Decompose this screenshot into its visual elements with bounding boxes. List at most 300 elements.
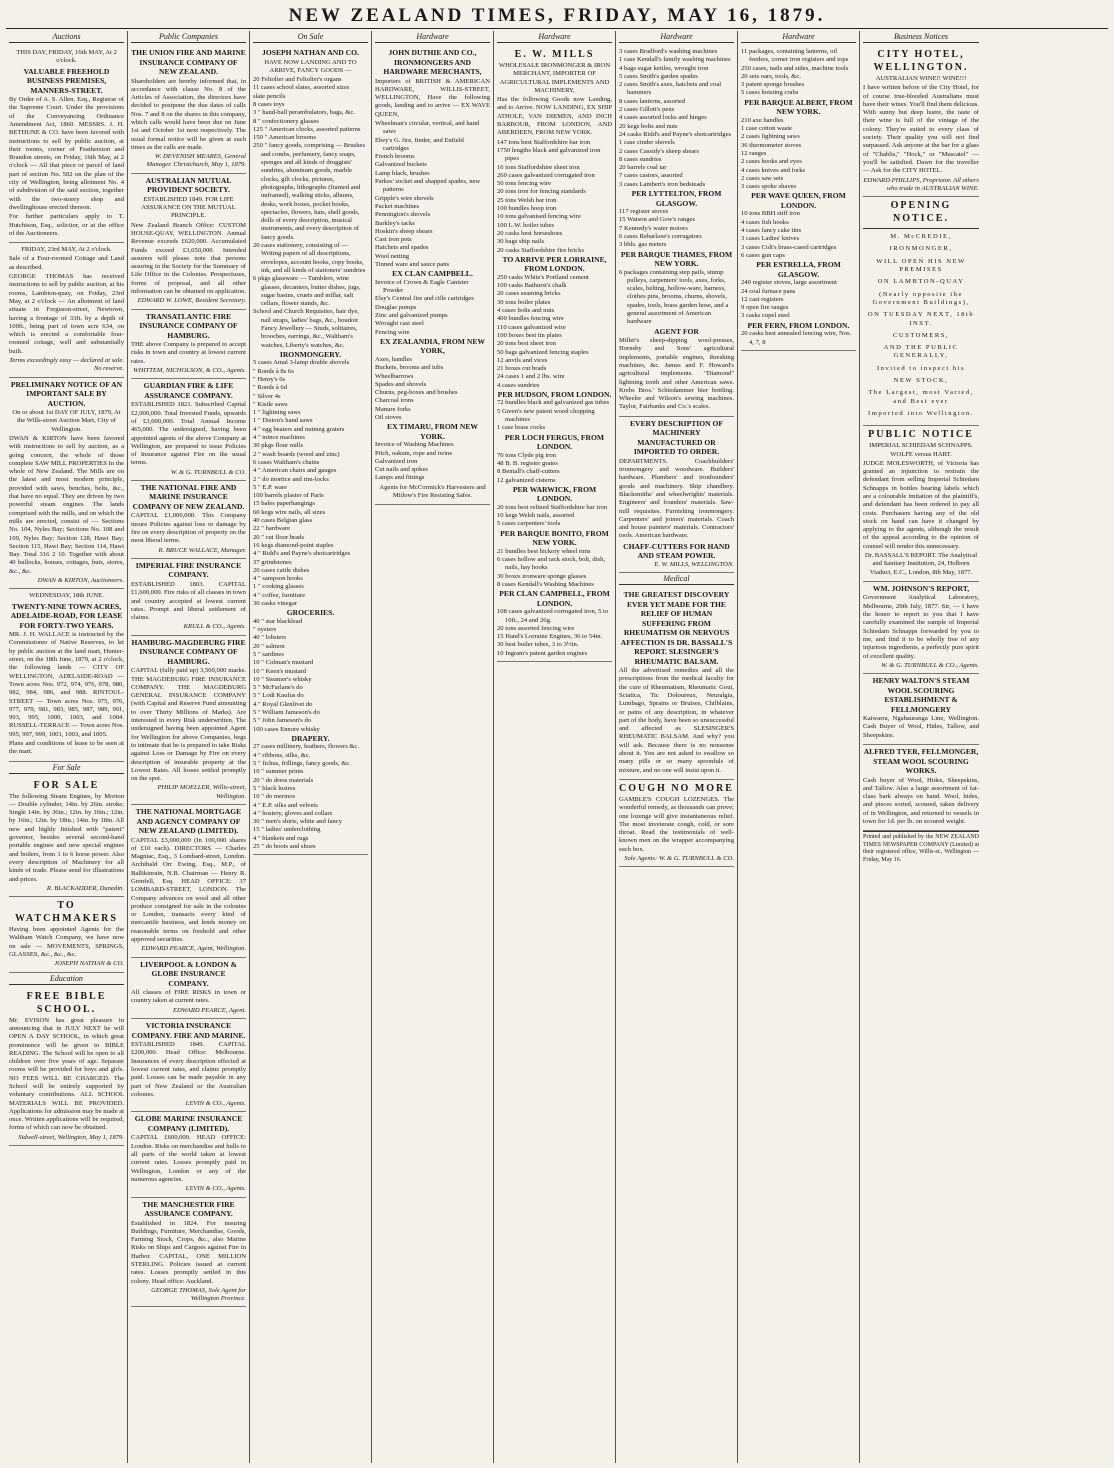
notice-line: ON LAMBTON-QUAY xyxy=(877,278,965,286)
list-item: 100 bundles hoop iron xyxy=(497,205,557,213)
ad-title: CITY HOTEL, WELLINGTON. xyxy=(873,49,969,73)
list-item: Wrought cast steel xyxy=(375,320,424,328)
company-ad-victoria xyxy=(131,1019,246,1112)
list-item: 8 cases toys xyxy=(253,100,285,108)
list-item: 260 cases galvanized corrugated iron xyxy=(497,171,595,179)
company-ad-liverpool-london-globe xyxy=(131,958,246,1019)
auction-ad-cottage xyxy=(9,243,124,377)
list-item: 1 case brass cocks xyxy=(497,424,546,432)
list-item: 8 cases sundries xyxy=(619,155,662,163)
list-item: 12 ranges xyxy=(741,149,767,157)
list-item: 2 cases Smith's axes, hatchets and coal hammers xyxy=(619,81,722,97)
list-item: 110 cases galvanized wire xyxy=(497,323,566,331)
list-item: 21 boxes cut brads xyxy=(497,365,547,373)
list-item: Invoice of Washing Machines xyxy=(375,441,454,449)
list-item: 4 " egg beaters and nutmeg graters xyxy=(253,425,345,433)
list-item: Buckets, brooms and tubs xyxy=(375,364,444,372)
list-item: 3 cases Colt's brass-cased cartridges xyxy=(741,243,837,251)
ad-body: All classes of FIRE RISKS in town or country taken at current rates. xyxy=(131,989,246,1005)
ad-title: THE NATIONAL FIRE AND MARINE INSURANCE COMPANY OF NEW ZEALAND. xyxy=(132,482,245,511)
ad-subtitle: IMPERIAL SCHIEDAM SCHNAPPS. WOLFE versus HART. xyxy=(869,442,973,458)
ad-subheading: PER FERN, FROM LONDON. xyxy=(747,320,850,330)
ad-sign: W. & G. TURNBULL & CO., Agents. xyxy=(881,661,979,669)
ad-sign: R. BRUCE WALLACE, Manager. xyxy=(158,546,246,554)
list-item: Fencing wire xyxy=(375,328,410,336)
list-item: 4 " ribbons, silks, &c. xyxy=(253,751,311,759)
list-item: 3 casks cupel steel xyxy=(741,312,790,320)
list-item: 117 register stoves xyxy=(619,208,669,216)
medical-ad-balsam xyxy=(619,588,734,780)
list-item: Packet machines xyxy=(375,202,420,210)
list-item: 5 " William Jameson's do xyxy=(253,709,320,717)
list-item: 3 cases Bradford's washing machines xyxy=(619,48,718,55)
ad-sign: W. & G. TURNBULL & CO. xyxy=(170,468,246,476)
column-auctions xyxy=(6,31,128,1463)
hardware-ad-duthie xyxy=(375,46,490,505)
list-item: 30 boxes ironware sponge glasses xyxy=(497,572,587,580)
ad-title: ALFRED TYER, FELLMONGER, STEAM WOOL SCOURING WORKS. xyxy=(863,747,979,776)
section-heading-public-companies: Public Companies xyxy=(131,31,246,43)
list-item: 6 cases Rebarlaxe's corrugators xyxy=(619,232,702,240)
list-item: Galvanized iron xyxy=(375,457,418,465)
list-item: Charcoal irons xyxy=(375,397,414,405)
list-item: 16 kegs diamond-point staples xyxy=(253,541,334,549)
item-list xyxy=(497,399,612,432)
ad-subheading: EX TIMARU, FROM NEW YORK. xyxy=(387,422,478,441)
list-item: Pitch, oakum, rope and twine xyxy=(375,449,453,457)
ad-body: Mr. EVISON has great pleasure in announcing that in JULY NEXT he will OPEN A DAY SCHOOL, in which great prominence will be given to BIBLE READING. The School will be open to all children over five years of age. Separate rooms will be provided for boys and girls. NO FEES WILL BE CHARGED. The School will be entirely supported by voluntary contributions. ALL SCHOOL MATERIALS WILL BE PROVIDED. Applications for admission may be made at once. Written applications will be required, forms of which can now be obtained. xyxy=(9,1016,124,1132)
item-list xyxy=(253,743,368,851)
item-list xyxy=(497,452,612,485)
company-ad-globe-marine xyxy=(131,1112,246,1197)
section-heading-business-notices: Business Notices xyxy=(863,31,979,43)
ad-title: COUGH NO MORE xyxy=(619,782,734,794)
list-item: 24 cases 1 and 2 lbs. wire xyxy=(497,373,565,381)
list-item: 30 " men's shirts, white and fancy xyxy=(253,818,343,826)
ad-sign: LEVIN & CO., Agents. xyxy=(185,1185,246,1193)
ad-body: Shareholders are hereby informed that, in accordance with clause No. 8 of the Articles of Association, the directors have decided to postpone the due dates of calls Nos. 7 and 8 on the shares in this company, which calls would have been due on June 1st and October 1st next respectively. The usual formal notice will be given at such times as the calls are made. xyxy=(131,77,246,151)
list-item: 25 tons Welsh bar iron xyxy=(497,196,557,204)
ad-subheading: PER LYTTELTON, FROM GLASGOW. xyxy=(631,189,722,208)
list-item: 10 tons galvanised fencing wire xyxy=(497,213,581,221)
list-item: 20 casks best horseshoes xyxy=(497,229,563,237)
columns xyxy=(6,31,1108,1463)
item-list xyxy=(619,208,734,249)
list-item: 50 bags galvanized fencing staples xyxy=(497,348,589,356)
list-item: 20 kegs bolts and nuts xyxy=(619,122,678,130)
list-item: 1 case cinder shovels xyxy=(619,139,675,147)
ad-body: DWAN & KIRTON have been favored with instructions to sell by auction, as a going concern, the whole of those complete SAW MILL PROPERTIES In the whole of New Zealand. The Mills are on the latest and most modern principle, provided with saws, benches, belts, &c., that have no equal. They are driven by two powerful steam engines. The lands comprised with the mills, and on which the mills are erected, consist of — Sections No. 104, Nyles Bay; Sections No. 108 and 109, Nyles Bay; Section 128, Hawi Bay; Section 115, Hawi Bay; Section 114, Hawi Bay. Total 316 2 10. Together with about 40 bullocks, houses, cottages, huts, stores, &c., &c. xyxy=(9,434,124,575)
list-item: 2 cases Cassidy's sheep shears xyxy=(619,147,699,155)
list-item: " Ronds à 6d xyxy=(253,384,288,392)
list-item: 2 " wash boards (wood and zinc) xyxy=(253,450,340,458)
ad-subheading: PER ESTRELLA, FROM GLASGOW. xyxy=(756,260,841,279)
list-item: Axes, handles xyxy=(375,355,412,363)
list-item: 5 cases hoisting crabs xyxy=(741,89,799,97)
list-item: 15 bales paperhangings xyxy=(253,500,315,508)
printer-imprint: Printed and published by the NEW ZEALAND TIMES NEWSPAPER COMPANY (Limited) at their registered office, Willis-st., Wellington — Friday, May 16. xyxy=(863,831,979,864)
list-item: 20 cases cattle dishes xyxy=(253,566,310,574)
ad-title: PRELIMINARY NOTICE OF AN IMPORTANT SALE BY AUCTION. xyxy=(10,379,123,408)
list-item: 100 cases Ennore whisky xyxy=(253,725,320,733)
item-list xyxy=(375,120,490,269)
list-item: 16 tons Staffordshire sheet iron xyxy=(497,163,580,171)
item-list xyxy=(253,76,368,350)
ad-sign: DWAN & KIRTON, Auctioneers. xyxy=(37,577,124,585)
ad-body: Sale of a Four-roomed Cottage and Land as described. xyxy=(9,255,124,271)
ad-subheading: EX ZEALANDIA, FROM NEW YORK, xyxy=(379,336,486,356)
list-item: 4 cases sundries xyxy=(497,381,540,389)
list-item: Cast iron pots xyxy=(375,236,412,244)
list-item: Zinc and galvanized pumps xyxy=(375,312,448,320)
list-item: 10 tons BBH stiff iron xyxy=(741,210,800,218)
hardware-ad-mills-continued xyxy=(619,46,734,417)
item-list xyxy=(619,48,734,189)
notice-ad-tyer xyxy=(863,745,979,831)
list-item: 1 case cotton waste xyxy=(741,125,793,133)
for-sale-ad-engines xyxy=(9,777,124,898)
list-item: 4 " hosiery, gloves and collars xyxy=(253,809,333,817)
merchant-role: IRONMONGER, xyxy=(889,245,953,253)
notice-line: The Largest, most Varied, and Best ever xyxy=(868,389,974,405)
item-list xyxy=(497,274,612,390)
ad-body: By Order of A. S. Allen, Esq., Registrar of the Supreme Court. Under the provisions of the Conveyancing Ordinance Amendment Act, 1860. MESSRS. J. H. BETHUNE & CO. have been favored with instructions to sell by public auction, at their rooms, corner of Featherston and Brandon streets, on Friday, 16th May, at 2 o'clock — All that piece or parcel of land part of section No. 502 on the plan of the city of Wellington, being allotment No. 4 of subdivision of the said section, together with the two-storey shop and dwellinghouse erected thereon. xyxy=(9,96,124,211)
list-item: Wool netting xyxy=(375,252,410,260)
list-item: 250 casks White's Portland cement xyxy=(497,273,589,281)
list-item: Invoice of Crown & Eagle Canister Powder xyxy=(375,278,469,295)
company-ad-guardian xyxy=(131,379,246,481)
ad-subtitle: AUSTRALIAN WINE!! WINE!!! xyxy=(875,75,967,82)
list-item: 6 cases hollow and rack stock, bolt, dish, nails, hay hooks xyxy=(497,556,606,572)
ad-sign: Sidwell-street, Wellington, May 1, 1879. xyxy=(18,1133,124,1141)
list-item: 20 tons iron for fencing standards xyxy=(497,188,586,196)
section-heading-medical: Medical xyxy=(619,573,734,585)
list-item: 40 " lobsters xyxy=(253,634,287,642)
ad-title: HAMBURG-MAGDEBURG FIRE INSURANCE COMPANY OF HAMBURG. xyxy=(131,637,246,666)
ad-title: TRANSATLANTIC FIRE INSURANCE COMPANY OF HAMBURG. xyxy=(139,311,238,340)
ad-body: All the advertised remedies and all the prescriptions from the medical faculty for the cure of Rheumatism, Rheumatic Gout, Sciatica, Tic Doloureux, Neuralgia, Lumbago, Sprains or Bruises, Chilblains, or pains of any description, in whatever part of the body, have been so unsuccessful and affected as SLESINGER'S RHEUMATIC BALSAM. And why? you will ask. Because there is no nonsense about it. You are not asked to swallow so many pills or so many spoonfuls of mixture, and no one will insist upon it. xyxy=(619,667,734,774)
hardware-ad-machinery xyxy=(619,417,734,573)
list-item: Churns, peg-boxes and brushes xyxy=(375,389,458,397)
company-ad-hamburg-magdeburg xyxy=(131,636,246,805)
ad-sign: PHILIP MOELLER, Willis-street, Wellington. xyxy=(157,784,246,800)
list-item: 20 " cut floor brads xyxy=(253,533,305,541)
list-item: 50 tons fencing wire xyxy=(497,180,552,188)
notice-line: (Nearly opposite the Government Buildings), xyxy=(872,290,970,306)
ad-title: THE MANCHESTER FIRE ASSURANCE COMPANY. xyxy=(142,1199,235,1218)
ad-date: THIS DAY, FRIDAY, 16th MAY, At 2 o'clock. xyxy=(16,49,117,65)
auction-ad-saw-mills xyxy=(9,378,124,590)
list-item: 4 bags sugar kettles, wrought iron xyxy=(619,64,709,72)
list-item: 5 cases Amal 3-lamp double shovels xyxy=(253,359,350,367)
list-item: 60 kegs wire nails, all sizes xyxy=(253,508,326,516)
list-item: Wheelman's circular, vertical, and hand saws xyxy=(375,119,480,136)
list-item: 4 cases knives and forks xyxy=(741,166,806,174)
medical-ad-cough xyxy=(619,780,734,867)
notice-ad-johnson-report xyxy=(863,582,979,674)
list-item: 1 case Kendall's family washing machines xyxy=(619,56,731,64)
list-item: Elsy's Central fire and rifle cartridges xyxy=(375,295,474,303)
list-item: 4 " Royal Glenlivet do xyxy=(253,700,313,708)
list-item: 4 " Ridd's and Payne's shotcartridges xyxy=(253,550,351,558)
ad-body: JUDGE MOLESWORTH, of Victoria has granted an injunction to restrain the defendant from selling Imperial Schiedam Schnapps in bottles bearing labels which are a colourable imitation of the plaintiff's, and defendant has been ordered to pay all costs. Purchasers having any of the old stock on hand can have it changed by applying to the agents, although the result of the appeal according to the opinion of counsel will render this unnecessary. xyxy=(863,459,979,550)
ad-title: IMPERIAL FIRE INSURANCE COMPANY. xyxy=(135,560,242,580)
ad-title: TWENTY-NINE TOWN ACRES, ADELAIDE-ROAD, FOR LEASE FOR FORTY-TWO YEARS. xyxy=(10,601,123,630)
list-item: 15 Hand's Lorraine Engines, 36 to 54in. xyxy=(497,633,603,641)
list-item: 5 " black lustres xyxy=(253,784,296,792)
ad-subheading: PER CLAN CAMPBELL, FROM LONDON. xyxy=(499,589,610,608)
ad-body: Miller's sheep-dipping wool-presses, Hornsby and Sons' agricultural implements, portable engines, threshing machines, &c. James and F. Howard's agricultural implements. "Diamond" lightning tooth and other American saws. Krebs Bros.' Schiedammer bier bottling. Wheeler and Wilson's sewing machines. Taylor, Fairbanks and Co.'s scales. xyxy=(619,337,734,411)
sale-ad-joseph-nathan xyxy=(253,46,368,855)
ad-footer: For further particulars apply to T. Hutchison, Esq., solicitor, or at the office of the Auctioneers. xyxy=(9,213,124,237)
list-item: Hoskin's sheep shears xyxy=(375,227,433,235)
item-list xyxy=(619,269,734,327)
company-ad-union-fire xyxy=(131,46,246,174)
ad-subheading: PER LOCH FERGUS, FROM LONDON. xyxy=(504,432,605,452)
ad-sign: R. BLACKADDER, Dunedin. xyxy=(46,884,124,892)
list-item: 12 cast registers xyxy=(741,295,784,303)
list-item: 20 barrels coal tar xyxy=(619,164,667,172)
ad-subheading: DRAPERY. xyxy=(291,733,330,743)
ad-title: OPENING NOTICE. xyxy=(890,200,952,225)
list-item: 210 axe handles xyxy=(741,116,784,124)
list-item: 20 Feltolier and Feltolier's organs xyxy=(253,76,342,84)
list-item: 108 cases galvanized corrugated iron, 5 to 10ft., 24 and 26g. xyxy=(497,608,609,624)
auction-ad-manners-street xyxy=(9,46,124,243)
section-heading-for-sale: For Sale xyxy=(9,762,124,774)
ad-title: WM. JOHNSON'S REPORT, xyxy=(872,583,970,593)
notice-line: NEW STOCK, xyxy=(893,377,949,385)
list-item: Barkley's tacks xyxy=(375,219,415,227)
ad-body: GEORGE THOMAS has received instructions to sell by public auction, at his rooms, Lambton-quay, on Friday, 23rd May, at 2 o'clock — An allotment of land situate in Ferguson-street, Newtown, having a frontage of 33ft. by a depth of 100ft., being part of town acre 634, on which is erected a comfortable four-roomed cottage, well and substantially built. xyxy=(9,273,124,355)
list-item: 20 casks Staffordshire fire bricks xyxy=(497,246,585,254)
ad-date: FRIDAY, 23rd MAY, At 2 o'clock. xyxy=(21,246,112,254)
ad-body: THE above Company is prepared to accept risks in town and country at lowest current rates. xyxy=(131,341,246,365)
list-item: 10 " do merinos xyxy=(253,793,296,801)
list-item: 4 " American chairs and gauges xyxy=(253,467,337,475)
for-sale-ad-watchmakers xyxy=(9,897,124,972)
list-item: 36 thermometer stoves xyxy=(741,141,802,149)
ad-sign: EDWARD PHILLIPS, Proprietor. All others who trade in AUSTRALIAN WINE. xyxy=(863,176,979,192)
ad-footer: Plans and conditions of lease to be seen at the mart. xyxy=(9,739,124,756)
ad-subtitle: HAVE NOW LANDING AND TO ARRIVE, FANCY GOODS — xyxy=(264,58,357,74)
list-item: 37 grindstones xyxy=(253,558,292,566)
ad-sign: JOSEPH NATHAN & CO. xyxy=(54,960,124,968)
list-item: 2 cases saw sets xyxy=(741,174,784,182)
company-ad-amp-society xyxy=(131,174,246,310)
ad-title: E. W. MILLS xyxy=(514,49,595,60)
masthead: NEW ZEALAND TIMES, FRIDAY, MAY 16, 1879. xyxy=(6,4,1108,29)
list-item: Oil stoves xyxy=(375,413,402,421)
ad-subheading: PER BARQUE THAMES, FROM NEW YORK. xyxy=(620,249,733,269)
list-item: " Henry's 6s xyxy=(253,375,286,383)
notice-ad-city-hotel xyxy=(863,46,979,197)
ad-sign: W. DEVENISH MEARES, General Manager. Christchurch, May 1, 1879. xyxy=(146,153,246,169)
list-item: Tinned ware and sauce pans xyxy=(375,261,450,269)
ad-title: LIVERPOOL & LONDON & GLOBE INSURANCE COMPANY. xyxy=(140,959,237,988)
list-item: 100 L.W. boiler tubes xyxy=(497,221,555,229)
list-item: 12 galvanized cisterns xyxy=(497,476,556,484)
list-item: 25 " do boots and shoes xyxy=(253,843,316,851)
list-item: Ebey's G. fire, finder, and Enfield cartridges xyxy=(375,136,464,152)
list-item: 1750 lengths black and galvanized iron pipes xyxy=(497,146,601,163)
ad-body: ESTABLISHED 1849. CAPITAL £200,000. Head Office: Melbourne. Insurances of every description effected at lowest current rates, and claims promptly paid. Losses can be made payable in any part of New Zealand or the Australian colonies. xyxy=(131,1041,246,1098)
ad-body: DEPARTMENTS. Coachbuilders' ironmongery and woodware. Builders' hardware. Plumbers' and ironfounders' goods and machinery. Ship chandlery. Blacksmiths' and wheelwrights' materials. Engineers' and founders' materials. Saw-mill requisites. Furnishing ironmongery. Carpenters' and joiners' materials. Coach and house painters' materials. Contractors' tools. American hardware. xyxy=(619,457,734,540)
ad-body: GAMBLE'S COUGH LOZENGES. The wonderful remedy, as thousands can prove; one lozenge will give instantaneous relief. The most inveterate cough, cold, or sore throat. Read the testimonials of well-known men on the wrapper accompanying each box. xyxy=(619,795,734,853)
list-item: 2 cases Gillott's pens xyxy=(619,106,675,114)
list-item: 1 " cooking glasses xyxy=(253,583,304,591)
list-item: 30 tons boiler plates xyxy=(497,298,551,306)
merchant-name: M. McCREDIE, xyxy=(890,233,952,241)
column-hardware-final xyxy=(738,31,860,1463)
notice-ad-schnapps xyxy=(863,426,979,582)
ad-body: Kaiwarra, Ngahauranga Line, Wellington. Cash Buyer of Wool, Hides, Tallow, and Sheepskins. xyxy=(863,715,979,739)
section-heading-hardware: Hardware xyxy=(741,31,856,43)
list-item: 5 Green's new patent wood chopping machines xyxy=(497,407,595,424)
ad-title: THE GREATEST DISCOVERY EVER YET MADE FOR THE RELIEF OF HUMAN SUFFERING FROM RHEUMATISM OR NERVOUS AFFECTION IS DR. BASSALL'S REPORT. SLESINGER'S RHEUMATIC BALSAM. xyxy=(620,590,733,666)
list-item: 40 cases Belgian glass xyxy=(253,517,313,525)
list-item: Spades and shovels xyxy=(375,380,427,388)
list-item: " Kistle saws xyxy=(253,400,288,408)
list-item: 11 packages, containing lanterns, oil feeders, corner iron registers and tops xyxy=(741,48,849,64)
list-item: " Ronds à 8s 6s xyxy=(253,367,294,375)
ad-body: Importers of BRITISH & AMERICAN HARDWARE, WILLIS-STREET, WELLINGTON, Have the following goods, landing and to arrive — EX WAVE QUEEN, xyxy=(375,77,490,118)
ad-sign: Sole Agents: W. & G. TURNBULL & CO. xyxy=(624,854,734,862)
list-item: 10 " summer prints xyxy=(253,768,304,776)
ad-body: ESTABLISHED 1803. CAPITAL £1,600,000. Fire risks of all classes in town and country accepted at lowest current rates. Prompt and liberal settlement of claims. xyxy=(131,580,246,622)
list-item: 100 barrels plaster of Paris xyxy=(253,492,324,500)
ad-body: CAPITAL (fully paid up) 3,500,000 marks. THE MAGDEBURG FIRE INSURANCE COMPANY. THE MAGDEBURG GENERAL INSURANCE COMPANY (with Capital and Reserve Fund amounting to over Thirty Millions of Marks). Are interested in every Risk underwritten. The undersigned having been appointed Agent for Wellington for above Companies, begs to intimate that he is prepared to take Risks against Loss or Damage by Fire on every description of insurable property at the Lowest Rates. All losses settled promptly on the spot. xyxy=(131,667,246,783)
list-item: French brooms xyxy=(375,153,415,161)
list-item: 240 register stoves, large assortment xyxy=(741,279,838,287)
item-list xyxy=(375,279,490,337)
list-item: 8 Bentall's chaff-cutters xyxy=(497,468,560,476)
item-list xyxy=(253,618,368,734)
ad-title: FREE BIBLE SCHOOL. xyxy=(26,990,107,1015)
section-heading-hardware: Hardware xyxy=(375,31,490,43)
list-item: 20 sets oars, tools, &c. xyxy=(741,72,801,80)
ad-title: JOHN DUTHIE AND CO., IRONMONGERS AND HARDWARE MERCHANTS, xyxy=(383,48,482,76)
list-item: 1 " Diston's hand saws xyxy=(253,417,313,425)
ad-title: EVERY DESCRIPTION OF MACHINERY MANUFACTURED OR IMPORTED TO ORDER. xyxy=(629,418,724,457)
ad-subheading: PER WAVE QUEEN, FROM LONDON. xyxy=(751,191,846,210)
ad-title: THE NATIONAL MORTGAGE AND AGENCY COMPANY OF NEW ZEALAND (LIMITED). xyxy=(135,807,242,835)
ad-title: JOSEPH NATHAN AND CO. xyxy=(262,48,359,57)
ad-body: Government Analytical Laboratory, Melbourne, 20th July, 1877. Sir, — I have the honor to report to you that I have carefully examined the sample of Imperial Schiedam Schnapps forwarded by you to me, and find it to be wholly free of any injurious ingredients, a perfectly pure spirit of excellent quality. xyxy=(863,594,979,660)
ad-subheading: EX CLAN CAMPBELL. xyxy=(392,269,473,279)
item-list xyxy=(497,139,612,255)
list-item: 4 cases assorted locks and hinges xyxy=(619,114,707,122)
list-item: 40 " star blacklead xyxy=(253,617,303,625)
ad-body: Established in 1824. For insuring Buildings, Furniture, Merchandise, Goods, Farming Stock, Crops, &c., also Marine Risks on Ships and Cargoes against Fire in Harbor. CAPITAL, ONE MILLION STERLING. Policies issued at current rates. Losses promptly settled in this colony. Head office: Auckland. xyxy=(131,1219,246,1285)
section-heading-hardware: Hardware xyxy=(497,31,612,43)
ad-subheading: CHAFF-CUTTERS FOR HAND AND STEAM POWER. xyxy=(623,541,730,561)
hardware-ad-final xyxy=(741,46,856,351)
list-item: 10 Ingram's patent garden engines xyxy=(497,649,588,657)
list-item: 20 cases seaming bricks xyxy=(497,290,561,298)
list-item: 7 cases castors, assorted xyxy=(619,172,683,180)
list-item: 70 tons Clyde pig iron xyxy=(497,451,556,459)
list-item: 8 cases Kendall's Washing Machines xyxy=(497,580,594,588)
list-item: 5 " Lodi Kaufus do xyxy=(253,692,304,700)
list-item: 7 Kennedy's water motors xyxy=(619,224,688,232)
ad-sign: GEORGE THOMAS, Sole Agent for Wellington Province. xyxy=(151,1286,246,1303)
ad-title: FOR SALE xyxy=(33,779,100,791)
list-item: 9 open fire ranges xyxy=(741,304,789,312)
ad-body: I have written before of the City Hotel, for of course true-blooded Australians must have their wines. You'll find them delicious. With sunny but deep lustre, the taste of their wine is full of the vintage of the colony. They're suited to every class of society. Their quality you will not find surpassed. Ask anyone at the bar for a glass of "Chablis," "Hock," or "Muscatel" — you'll be satisfied. Dawn for the traveller — Ask for the CITY HOTEL. xyxy=(863,84,980,175)
notice-line: CUSTOMERS, xyxy=(892,331,950,339)
ad-body: Cash buyer of Wool, Hides, Sheepskins, and Tallow. Also a large assortment of fat-class bark always on hand. Wool, hides, and pieces sorted, scoured, taken delivery of in Wellington, and returned to vessels in town for 1d. per lb. on scoured weight. xyxy=(863,776,979,825)
ad-date: On or about 1st DAY OF JULY, 1879, At the Wills-street Auction Mart, City of Wellington. xyxy=(12,409,121,433)
list-item: Manure forks xyxy=(375,405,411,413)
section-heading-on-sale: On Sale xyxy=(253,31,368,43)
list-item: 22 " hardware xyxy=(253,525,291,533)
ad-subtitle: WHOLESALE IRONMONGER & IRON MERCHANT, IMPORTER OF AGRICULTURAL IMPLEMENTS AND MACHINERY, xyxy=(498,62,611,94)
item-list xyxy=(497,608,612,658)
list-item: 4 cases bolts and nuts xyxy=(497,307,555,315)
ad-title: HENRY WALTON'S STEAM WOOL SCOURING ESTABLISHMENT & FELLMONGERY xyxy=(872,676,970,714)
list-item: 5 " fichus, frillings, fancy goods, &c. xyxy=(253,760,351,768)
item-list xyxy=(375,356,490,422)
notice-line: AND THE PUBLIC GENERALLY, xyxy=(883,344,959,360)
list-item: slate pencils xyxy=(253,92,286,100)
ad-title: AUSTRALIAN MUTUAL PROVIDENT SOCIETY. xyxy=(145,175,232,195)
column-business-notices xyxy=(860,31,982,1463)
ad-body: CAPITAL £3,000,000 (In 100,000 shares of £10 each). DIRECTORS — Charles Magniac, Esq., 3 Lombard-street, London. Archibald Orr Ewing, Esq., M.P., of Ballikinrain, N.B. Chairman — Henry R. Grenfell, Esq. HEAD OFFICE: 37 LOMBARD-STREET, LONDON. The Company advances on wool and all other produce consigned for sale in the colonies or London, transacts every kind of mercantile business, and lends money on reasonable terms on freehold and other approved securities. xyxy=(131,836,246,944)
list-item: 11 cases school slates, assorted sizes xyxy=(253,84,350,92)
list-item: 6 cases gun caps xyxy=(741,251,785,259)
ad-title: GLOBE MARINE INSURANCE COMPANY (LIMITED). xyxy=(134,1114,243,1133)
item-list xyxy=(741,330,856,347)
list-item: 27 cases millinery, feathers, flowers &c. xyxy=(253,743,360,751)
list-item: 5 " John Jameson's do xyxy=(253,717,312,725)
list-item: Lamps and fittings xyxy=(375,474,425,482)
list-item: 15 Watson and Gow's ranges xyxy=(619,216,695,224)
list-item: 6 pkgs glassware — Tumblers, wine glasses, decanters, butter dishes, jugs, sugar basins, cruets and millar, salt cellars, flower stands, &c. xyxy=(253,275,361,308)
ad-title: TO WATCHMAKERS xyxy=(15,900,118,925)
ad-subheading: PER BARQUE ALBERT, FROM NEW YORK. xyxy=(744,97,853,117)
ad-footer: Agents for McCormick's Harvesters and Mitlow's Fire Resisting Safes. xyxy=(379,483,486,500)
list-item: 100 boxes best tin plates xyxy=(497,331,562,339)
company-ad-transatlantic xyxy=(131,310,246,380)
hardware-ad-mills xyxy=(497,46,612,662)
ad-body: Has the following Goods now Landing, and to Arrive. NOW LANDING, EX SHIP ATHOLE, VAN DIEMEN, AND INCH BARBOUR, FROM LONDON, AND ABERDEEN, FROM NEW YORK. xyxy=(497,96,612,137)
ad-body: New Zealand Branch Office: CUSTOM HOUSE-QUAY, WELLINGTON. Annual Revenue exceeds £620,000. Accumulated Funds exceed £3,650,000. Intended assurers will please note that persons assuring in the Society for the Summary of Life Office in the Colonies. Prospectuses, forms of proposal, and all other information can be obtained on application. xyxy=(131,221,246,296)
ad-title: VALUABLE FREEHOLD BUSINESS PREMISES, MANNERS-STREET. xyxy=(23,66,110,95)
list-item: Cut nails and spikes xyxy=(375,466,428,474)
divider xyxy=(863,228,979,229)
item-list xyxy=(741,279,856,320)
notice-ad-opening xyxy=(863,197,979,426)
list-item: 5 " McFarlane's do xyxy=(253,684,303,692)
ad-title: PUBLIC NOTICE xyxy=(868,429,974,441)
list-item: 24 casks Ridd's and Payne's shotcartridges xyxy=(619,130,732,138)
list-item: 10 " Steamer's whisky xyxy=(253,675,312,683)
list-item: Pennington's shovels xyxy=(375,211,431,219)
list-item: Hatchets and spades xyxy=(375,244,429,252)
list-item: 6 cases Waltham's chains xyxy=(253,458,320,466)
list-item: 12 anvils and vices xyxy=(497,356,548,364)
list-item: 20 " salmon xyxy=(253,642,285,650)
list-item: 5 " sardines xyxy=(253,650,284,658)
ad-body: The following Steam Engines, by Morton — Double cylinder, 14in. by 26in. stroke; Single 14in. by 36in.; 12in. by 16in.; 12in. by 16in.; 12in. by 18in.; 14in. by 18in. All new and highly finished with "patent" governor, besides several second-hand portable engines and new special engines and boilers, from 1 to 6 horse power. Also every description of Machinery for all kinds of trade. Please send for illustrations and prices. xyxy=(9,792,124,883)
section-heading-hardware: Hardware xyxy=(619,31,734,43)
list-item: Lamp black, brushes xyxy=(375,169,430,177)
notice-line: Imported into Wellington. xyxy=(868,409,974,417)
ad-subheading: PER BARQUE BONITO, FROM NEW YORK. xyxy=(500,528,609,548)
item-list xyxy=(741,210,856,260)
notice-line: Invited to inspect his xyxy=(876,364,966,372)
